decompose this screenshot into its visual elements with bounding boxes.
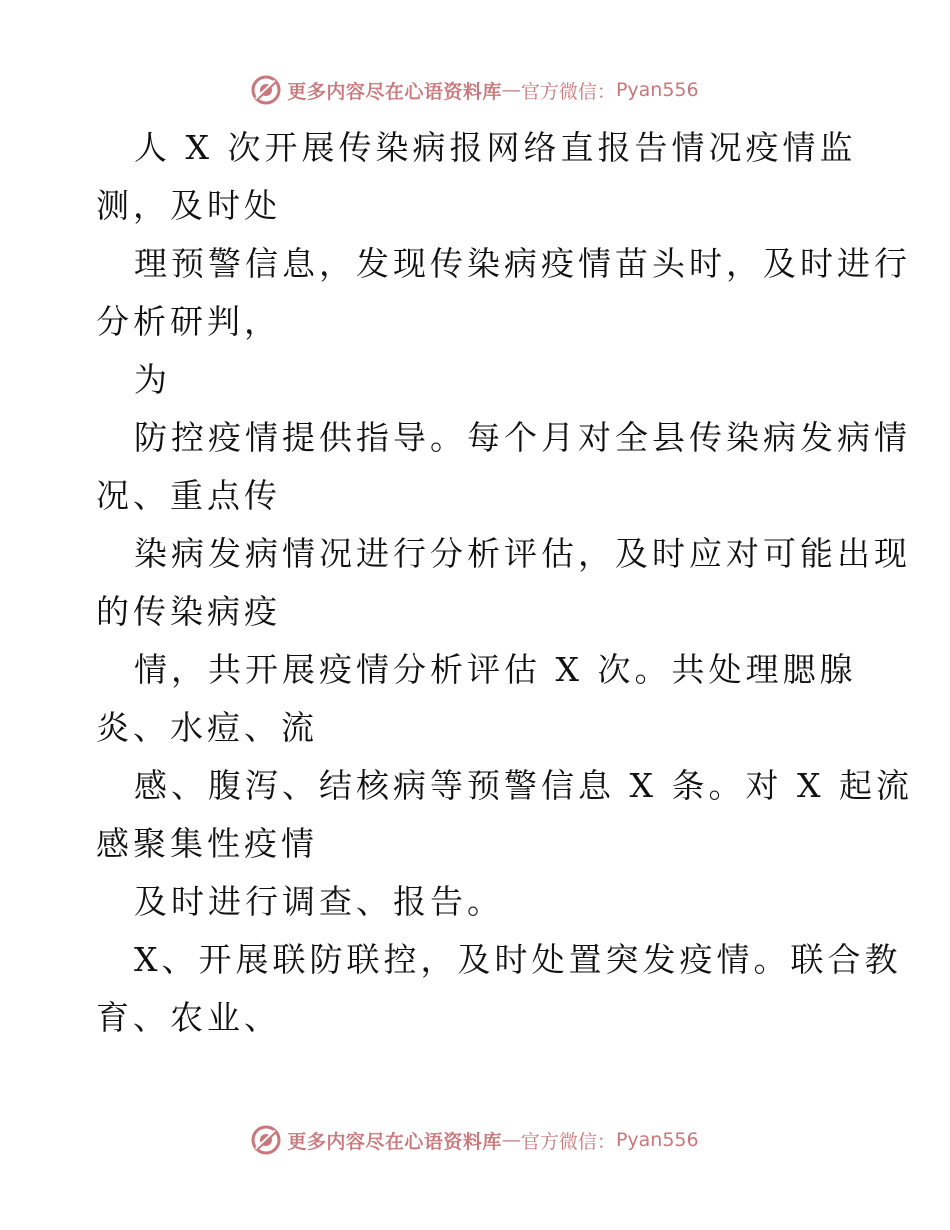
logo-icon — [251, 75, 281, 105]
text-line: 的传染病疫 — [96, 592, 281, 631]
text-line: 染病发病情况进行分析评估，及时应对可能出现 — [134, 534, 911, 573]
text-line: 理预警信息，发现传染病疫情苗头时，及时进行 — [134, 244, 911, 283]
header-wechat-label: 官方微信： — [520, 80, 616, 103]
footer-wechat-label: 官方微信： — [520, 1130, 616, 1153]
text-line: 感、腹泻、结核病等预警信息 X 条。对 X 起流 — [134, 766, 913, 805]
text-line: 育、农业、 — [96, 998, 281, 1037]
text-line: 防控疫情提供指导。每个月对全县传染病发病情 — [134, 418, 911, 457]
text-line: 况、重点传 — [96, 476, 281, 515]
logo-icon — [251, 1125, 281, 1155]
header-site-text: 更多内容尽在心语资料库 — [287, 80, 502, 103]
header-separator: — — [501, 79, 521, 101]
text-line: 及时进行调查、报告。 — [134, 882, 504, 921]
footer-site-text: 更多内容尽在心语资料库 — [287, 1130, 502, 1153]
text-line: 测，及时处 — [96, 186, 281, 225]
footer-separator: — — [501, 1129, 521, 1151]
text-line: 情，共开展疫情分析评估 X 次。共处理腮腺 — [134, 650, 857, 689]
text-line: X、开展联防联控，及时处置突发疫情。联合教 — [134, 940, 902, 979]
text-line: 炎、水痘、流 — [96, 708, 318, 747]
header-wechat-id: Pyan556 — [615, 79, 699, 101]
header-banner — [0, 70, 950, 110]
text-line: 分析研判， — [96, 302, 281, 341]
footer-banner — [0, 1120, 950, 1160]
footer-wechat-id: Pyan556 — [615, 1129, 699, 1151]
text-line: 感聚集性疫情 — [96, 824, 318, 863]
text-line: 人 X 次开展传染病报网络直报告情况疫情监 — [134, 128, 857, 167]
text-line: 为 — [134, 360, 171, 399]
